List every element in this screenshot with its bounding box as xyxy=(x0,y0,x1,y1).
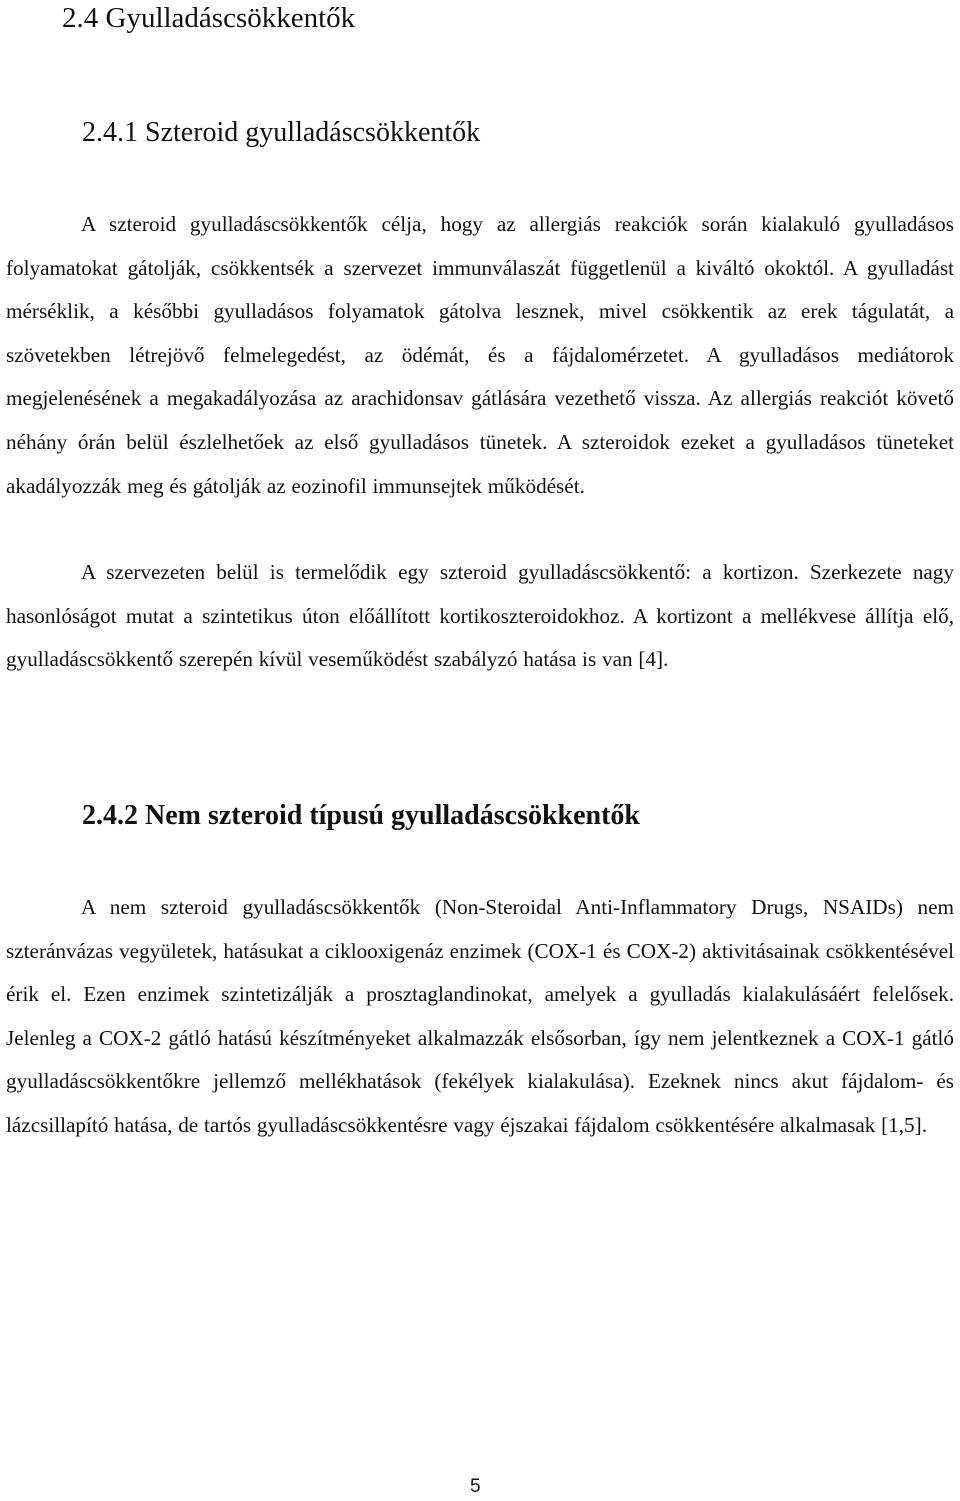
paragraph-cortisone: A szervezeten belül is termelődik egy szteroid gyulladáscsökkentő: a kortizon. Szerkezete nagy hasonlóságot mutat a szintetikus úton előállított kortikoszteroidokhoz. A kortizont a mellékvese állítja elő, gyulladáscsökkentő szerepén kívül veseműködést szabályzó hatása is van [4]. xyxy=(6,560,954,672)
paragraph-nsaids: A nem szteroid gyulladáscsökkentők (Non-Steroidal Anti-Inflammatory Drugs, NSAIDs) nem szteránvázas vegyületek, hatásukat a ciklooxigenáz enzimek (COX-1 és COX-2) aktivitásainak csökkentésével érik el. Ezen enzimek szintetizálják a prosztaglandinokat, amelyek a gyulladás kialakulásáért felelősek. Jelenleg a COX-2 gátló hatású készítményeket alkalmazzák elsősorban, így nem jelentkeznek a COX-1 gátló gyulladáscsökkentőkre jellemző mellékhatások (fekélyek kialakulása). Ezeknek nincs akut fájdalom- és lázcsillapító hatása, de tartós gyulladáscsökkentésre vagy éjszakai fájdalom csökkentésére alkalmasak [1,5]. xyxy=(6,895,954,1137)
subsection-heading-steroid: 2.4.1 Szteroid gyulladáscsökkentők xyxy=(82,117,481,148)
section-heading: 2.4 Gyulladáscsökkentők xyxy=(62,2,356,34)
subsection-heading-nsaid: 2.4.2 Nem szteroid típusú gyulladáscsökkentők xyxy=(82,800,641,831)
paragraph-steroid-purpose: A szteroid gyulladáscsökkentők célja, hogy az allergiás reakciók során kialakuló gyulladásos folyamatokat gátolják, csökkentsék a szervezet immunválaszát függetlenül a kiváltó okoktól. A gyulladást mérséklik, a későbbi gyulladásos folyamatok gátolva lesznek, mivel csökkentik az erek tágulatát, a szövetekben létrejövő felmelegedést, az ödémát, és a fájdalomérzetet. A gyulladásos mediátorok megjelenésének a megakadályozása az arachidonsav gátlására vezethető vissza. Az allergiás reakciót követő néhány órán belül észlelhetőek az első gyulladásos tünetek. A szteroidok ezeket a gyulladásos tüneteket akadályozzák meg és gátolják az eozinofil immunsejtek működését. xyxy=(6,212,954,498)
page-number: 5 xyxy=(470,1476,481,1497)
